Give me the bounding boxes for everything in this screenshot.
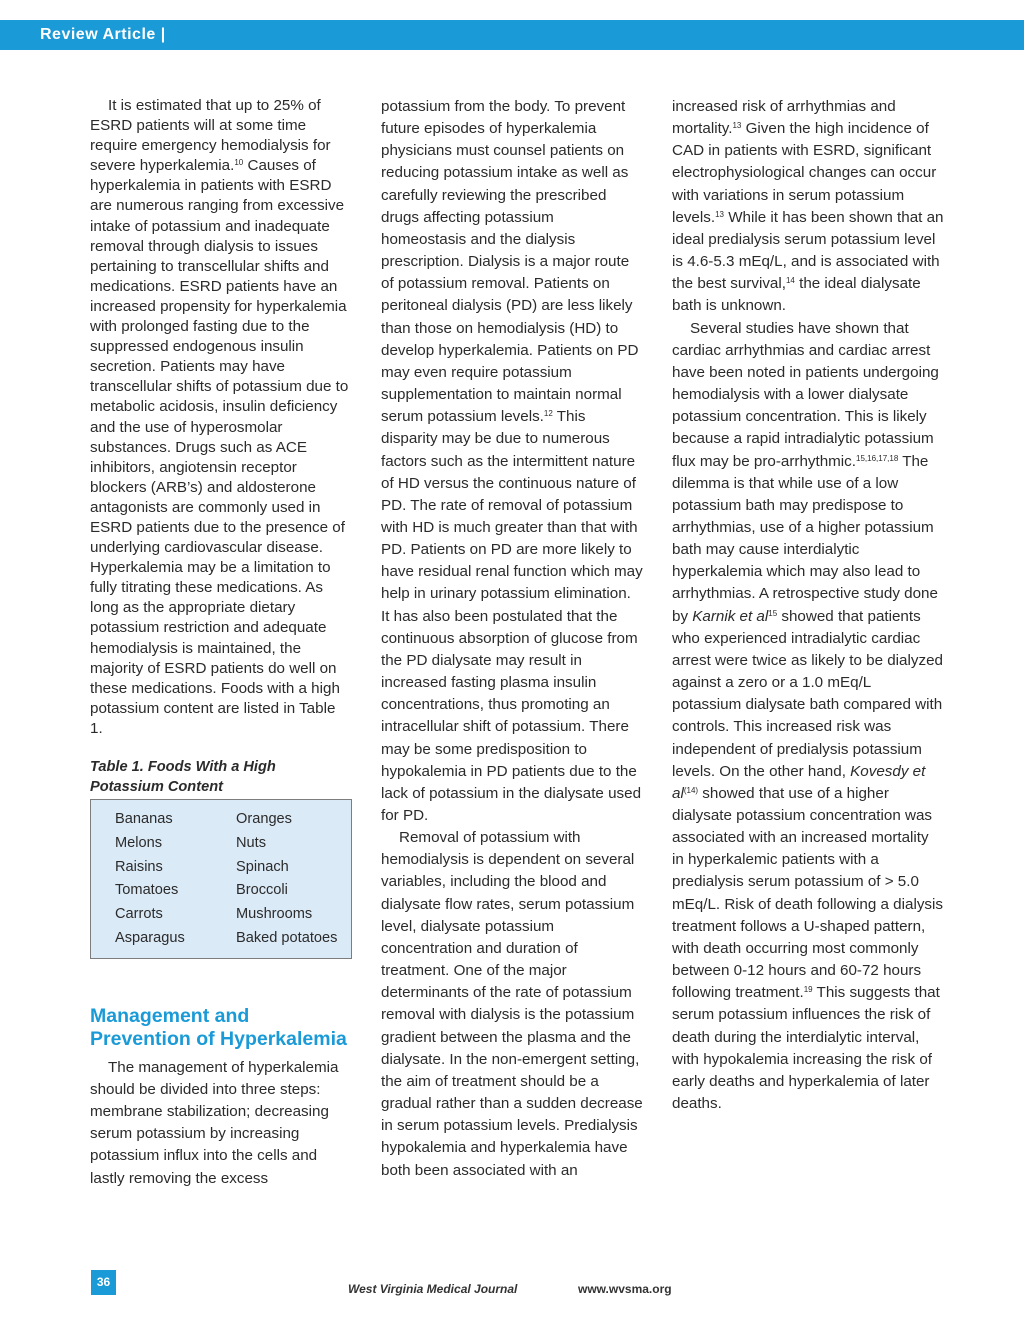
page-number: 36 bbox=[91, 1270, 116, 1295]
citation: 10 bbox=[234, 158, 244, 168]
table-cell: Nuts bbox=[236, 834, 267, 851]
table-cell: Asparagus bbox=[115, 929, 185, 946]
table-cell: Raisins bbox=[115, 858, 163, 875]
table-cell: Broccoli bbox=[236, 882, 288, 899]
table-cell: Baked potatoes bbox=[236, 929, 338, 946]
table-row bbox=[115, 857, 349, 879]
journal-url: www.wvsma.org bbox=[578, 1282, 672, 1296]
citation: 15 bbox=[768, 608, 778, 618]
table-row bbox=[115, 809, 349, 831]
table-cell: Tomatoes bbox=[115, 882, 179, 899]
table-caption: Table 1. Foods With a High Potassium Content bbox=[90, 759, 276, 795]
author-name: Karnik et al bbox=[692, 607, 769, 625]
table-cell: Spinach bbox=[236, 858, 289, 875]
citation: 19 bbox=[803, 985, 813, 995]
paragraph: The management of hyperkalemia should be divided into three steps: membrane stabilization; decreasing serum potassium by increasing potassium influx into the cells and lastly removing the excess bbox=[90, 1058, 339, 1187]
column-2 bbox=[381, 96, 643, 1182]
citation: 15,16,17,18 bbox=[856, 453, 899, 463]
table-cell: Mushrooms bbox=[236, 906, 313, 923]
paragraph: It is estimated that up to 25% of ESRD patients will at some time require emergency hemodialysis for severe hyperkalemia.$^{10}$ Causes of hyperkalemia in patients with ESRD are numerous ranging from excessive intake of potassium and inadequate removal through dialysis to issues pertaining to transcellular shifts and medications. ESRD patients have an increased propensity for hyperkalemia with prolonged fasting due to the suppressed endogenous insulin secretion. Patients may have transcellular shifts of potassium due to metabolic acidosis, insulin deficiency and the use of hyperosmolar substances. Drugs such as ACE inhibitors, angiotensin receptor blockers (ARB’s) and aldosterone antagonists are commonly used in ESRD patients due to the presence of underlying cardiovascular disease. Hyperkalemia may be a limitation to fully titrating these medications. As long as the appropriate dietary potassium restriction and adequate hemodialysis is maintained, the majority of ESRD patients do well on these medications. Foods with a high potassium content are listed in Table 1. bbox=[90, 97, 349, 737]
table-cell: Bananas bbox=[115, 811, 173, 827]
section-heading: Management and Prevention of Hyperkalemia bbox=[90, 1004, 347, 1051]
journal-name: West Virginia Medical Journal bbox=[348, 1282, 518, 1296]
column-1 bbox=[90, 96, 352, 1190]
table-cell: Oranges bbox=[236, 811, 292, 827]
table-cell: Carrots bbox=[115, 906, 163, 923]
citation: 14 bbox=[785, 276, 795, 286]
foods-table bbox=[90, 799, 352, 959]
section-label: Review Article | bbox=[40, 26, 166, 43]
header-bar bbox=[0, 20, 1024, 50]
citation: 12 bbox=[543, 409, 553, 419]
paragraph: Removal of potassium with hemodialysis is dependent on several variables, including the blood and dialysate flow rates, serum potassium level, dialysate potassium concentration and duration of treatment. One of the major determinants of the rate of potassium removal with dialysis is the potassium gradient between the plasma and the dialysate. In the non-emergent setting, the aim of treatment should be a gradual rather than a sudden decrease in serum potassium levels. Predialysis hypokalemia and hyperkalemia have both been associated with an bbox=[381, 829, 643, 1179]
paragraph: Several studies have shown that cardiac arrhythmias and cardiac arrest have been noted in patients undergoing hemodialysis with a lower dialysate potassium concentration. This is likely because a rapid intradialytic potassium flux may be pro-arrhythmic.$^{15,16,17,18}$ The dilemma is that while use of a low potassium bath may predispose to arrhythmias, use of a higher potassium bath may cause interdialytic hyperkalemia which may also lead to arrhythmias. A retrospective study done by Karnik et $al^{15}$ showed that patients who experienced intradialytic cardiac arrest were twice as likely to be dialyzed against a zero or a 1.0 mEq/L potassium dialysate bath compared with controls. This increased risk was independent of predialysis potassium levels. On the other hand, Kovesdy et $al^{(14)}$ showed that use of a higher dialysate potassium concentration was associated with an increased mortality in hyperkalemic patients with a predialysis serum potassium of > 5.0 mEq/L. Risk of death following a dialysis treatment follows a U-shaped pattern, with death occurring most commonly between 0-12 hours and 60-72 hours following treatment.$^{19}$ This suggests that serum potassium influences the risk of death during the interdialytic interval, with hypokalemia increasing the risk of early deaths and hyperkalemia of later deaths. bbox=[672, 319, 943, 1113]
author-name: Kovesdy et al bbox=[672, 762, 926, 802]
table-cell: Melons bbox=[115, 834, 163, 851]
paragraph: increased risk of arrhythmias and mortality.$^{13}$ Given the high incidence of CAD in patients with ESRD, significant electrophysiological changes can occur with variations in serum potassium levels.$^{13}$ While it has been shown that an ideal predialysis serum potassium level is 4.6-5.3 mEq/L, and is associated with the best survival,$^{14}$ the ideal dialysate bath is unknown. bbox=[672, 98, 944, 315]
citation: 13 bbox=[732, 121, 742, 131]
citation: (14) bbox=[683, 785, 699, 795]
table-row bbox=[115, 928, 349, 950]
table-row bbox=[115, 833, 349, 855]
column-3 bbox=[672, 96, 944, 1115]
citation: 13 bbox=[715, 209, 724, 219]
table-row bbox=[115, 904, 349, 926]
table-row bbox=[115, 880, 349, 902]
paragraph: potassium from the body. To prevent future episodes of hyperkalemia physicians must counsel patients on reducing potassium intake as well as carefully reviewing the prescribed drugs affecting potassium homeostasis and the dialysis prescription. Dialysis is a major route of potassium removal. Patients on peritoneal dialysis (PD) are less likely than those on hemodialysis (HD) to develop hyperkalemia. Patients on PD may even require potassium supplementation to maintain normal serum potassium levels.$^{12}$ This disparity may be due to numerous factors such as the intermittent nature of HD versus the continuous nature of PD. The rate of removal of potassium with HD is much greater than that with PD. Patients on PD are more likely to have residual renal function which may help in urinary potassium elimination. It has also been postulated that the continuous absorption of glucose from the PD dialysate may result in increased fasting plasma insulin concentrations, thus promoting an intracellular shift of potassium. There may be some predisposition to hypokalemia in PD patients due to the lack of potassium in the dialysate used for PD. bbox=[381, 98, 643, 824]
